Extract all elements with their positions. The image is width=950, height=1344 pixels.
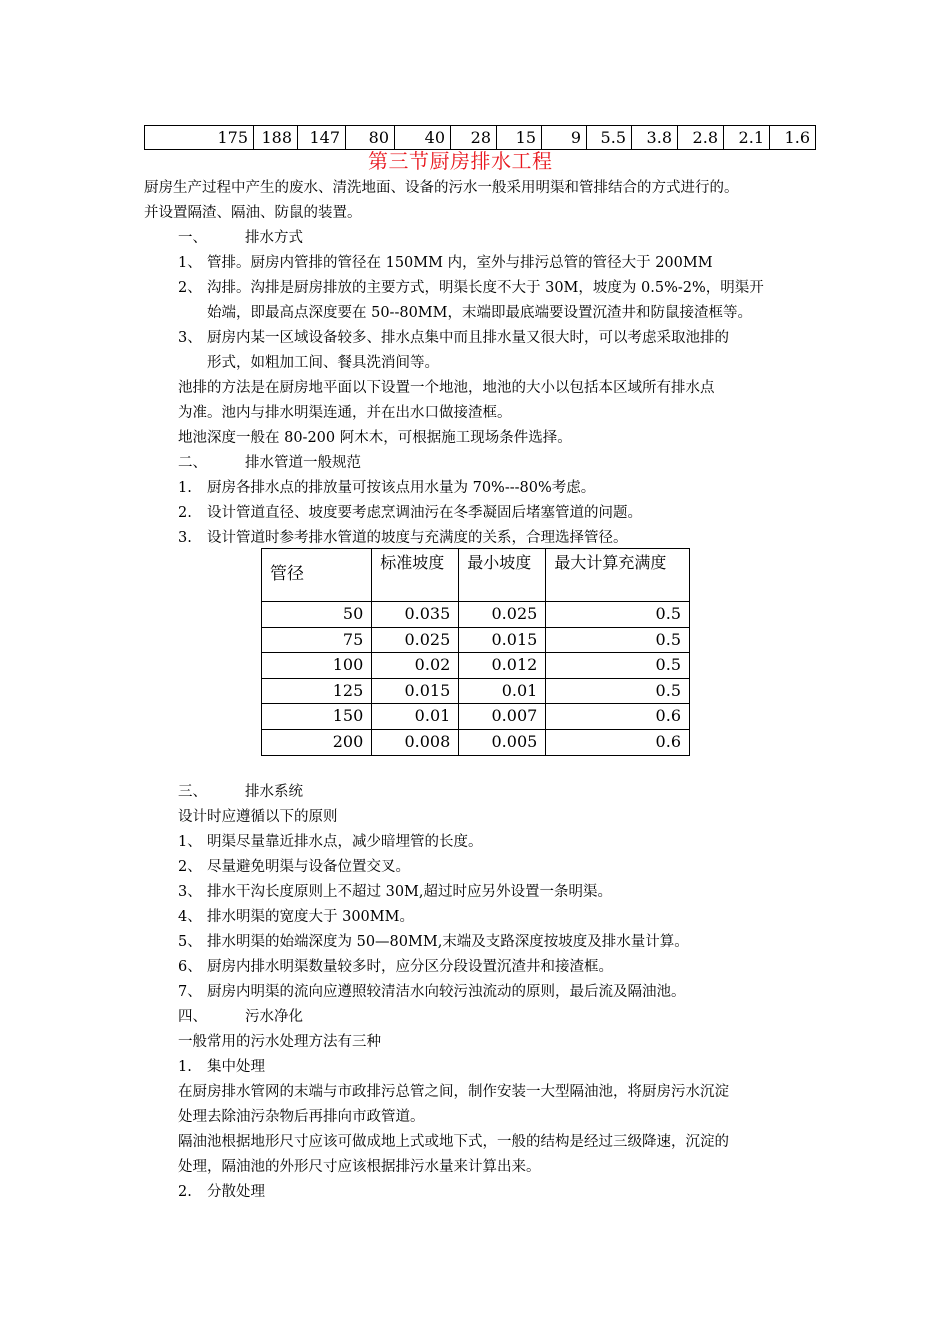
- list-item-continued: 始端，即最高点深度要在 50--80MM，末端即最底端要设置沉渣井和防鼠接渣框等。: [207, 305, 753, 321]
- list-number: 1.: [178, 1059, 192, 1075]
- table-header-row: [262, 549, 690, 602]
- slope-table: [261, 548, 690, 756]
- table-row: [262, 729, 690, 755]
- table-cell: 2.8: [678, 126, 724, 150]
- paragraph-line: 为准。池内与排水明渠连通，并在出水口做接渣框。: [178, 405, 512, 421]
- list-number: 3、: [178, 330, 202, 346]
- table-cell: 0.007: [459, 704, 546, 730]
- list-item: 设计管道直径、坡度要考虑烹调油污在冬季凝固后堵塞管道的问题。: [207, 505, 642, 521]
- table-cell: 0.6: [546, 729, 690, 755]
- table-cell: 0.035: [372, 602, 459, 628]
- table-cell: 2.1: [724, 126, 770, 150]
- list-item: 设计管道时参考排水管道的坡度与充满度的关系，合理选择管径。: [207, 530, 628, 546]
- table-cell: 147: [298, 126, 346, 150]
- list-number: 1、: [178, 834, 202, 850]
- table-cell: 15: [497, 126, 542, 150]
- table-cell: 0.5: [546, 678, 690, 704]
- table-cell: 0.025: [459, 602, 546, 628]
- list-item: 厨房内排水明渠数量较多时，应分区分段设置沉渣井和接渣框。: [207, 959, 613, 975]
- table-header: 管径: [262, 549, 372, 602]
- list-item: 尽量避免明渠与设备位置交叉。: [207, 859, 410, 875]
- list-item: 厨房各排水点的排放量可按该点用水量为 70%---80%考虑。: [207, 480, 596, 496]
- table-cell: 0.5: [546, 653, 690, 679]
- table-cell: 50: [262, 602, 372, 628]
- list-item: 厨房内明渠的流向应遵照较清洁水向较污浊流动的原则，最后流及隔油池。: [207, 984, 686, 1000]
- table-cell: 9: [542, 126, 587, 150]
- list-number: 1.: [178, 480, 192, 496]
- list-number: 4、: [178, 909, 202, 925]
- list-number: 3.: [178, 530, 192, 546]
- heading-number: 四、: [178, 1009, 207, 1025]
- table-cell: 188: [254, 126, 298, 150]
- section-heading: 污水净化: [245, 1009, 303, 1025]
- table-cell: 125: [262, 678, 372, 704]
- paragraph-line: 在厨房排水管网的末端与市政排污总管之间，制作安装一大型隔油池，将厨房污水沉淀: [178, 1084, 729, 1100]
- list-number: 3、: [178, 884, 202, 900]
- section-title: 第三节厨房排水工程: [368, 149, 553, 173]
- table-cell: 0.012: [459, 653, 546, 679]
- table-cell: 0.015: [372, 678, 459, 704]
- table-cell: 80: [346, 126, 395, 150]
- paragraph-line: 隔油池根据地形尺寸应该可做成地上式或地下式，一般的结构是经过三级降速，沉淀的: [178, 1134, 729, 1150]
- table-cell: 0.025: [372, 627, 459, 653]
- table-cell: 200: [262, 729, 372, 755]
- list-item: 排水明渠的始端深度为 50—80MM,末端及支路深度按坡度及排水量计算。: [207, 934, 689, 950]
- table-cell: 0.5: [546, 627, 690, 653]
- table-row: [262, 704, 690, 730]
- table-cell: 0.015: [459, 627, 546, 653]
- table-row: [262, 602, 690, 628]
- intro-line: 并设置隔渣、隔油、防鼠的装置。: [144, 205, 362, 221]
- subsection-label: 集中处理: [207, 1059, 265, 1075]
- table-row: [145, 126, 816, 150]
- list-item: 明渠尽量靠近排水点，减少暗埋管的长度。: [207, 834, 483, 850]
- paragraph-line: 设计时应遵循以下的原则: [178, 809, 338, 825]
- table-header: 标准坡度: [372, 549, 459, 602]
- table-cell: 175: [145, 126, 254, 150]
- list-item: 排水干沟长度原则上不超过 30M,超过时应另外设置一条明渠。: [207, 884, 613, 900]
- table-cell: 0.02: [372, 653, 459, 679]
- heading-number: 三、: [178, 784, 207, 800]
- table-row: [262, 653, 690, 679]
- table-cell: 0.005: [459, 729, 546, 755]
- table-cell: 0.008: [372, 729, 459, 755]
- table-cell: 0.5: [546, 602, 690, 628]
- heading-number: 一、: [178, 230, 207, 246]
- section-heading: 排水方式: [245, 230, 303, 246]
- section-heading: 排水管道一般规范: [245, 455, 361, 471]
- list-number: 5、: [178, 934, 202, 950]
- table-cell: 0.6: [546, 704, 690, 730]
- table-cell: 0.01: [459, 678, 546, 704]
- list-number: 2.: [178, 505, 192, 521]
- paragraph-line: 处理，隔油池的外形尺寸应该根据排污水量来计算出来。: [178, 1159, 541, 1175]
- table-cell: 100: [262, 653, 372, 679]
- list-number: 6、: [178, 959, 202, 975]
- heading-number: 二、: [178, 455, 207, 471]
- top-data-table: [144, 125, 816, 150]
- table-cell: 75: [262, 627, 372, 653]
- list-number: 2.: [178, 1184, 192, 1200]
- paragraph-line: 地池深度一般在 80-200 阿木木，可根据施工现场条件选择。: [178, 430, 572, 446]
- list-number: 2、: [178, 280, 202, 296]
- subsection-label: 分散处理: [207, 1184, 265, 1200]
- paragraph-line: 一般常用的污水处理方法有三种: [178, 1034, 381, 1050]
- table-cell: 28: [451, 126, 497, 150]
- list-item: 排水明渠的宽度大于 300MM。: [207, 909, 414, 925]
- table-row: [262, 678, 690, 704]
- intro-line: 厨房生产过程中产生的废水、清洗地面、设备的污水一般采用明渠和管排结合的方式进行的。: [144, 180, 739, 196]
- list-item: 沟排。沟排是厨房排放的主要方式，明渠长度不大于 30M，坡度为 0.5%-2%，明渠开: [207, 280, 764, 296]
- section-heading: 排水系统: [245, 784, 303, 800]
- table-cell: 40: [395, 126, 451, 150]
- table-cell: 150: [262, 704, 372, 730]
- list-item-continued: 形式，如粗加工间、餐具洗消间等。: [207, 355, 439, 371]
- list-item: 厨房内某一区域设备较多、排水点集中而且排水量又很大时，可以考虑采取池排的: [207, 330, 729, 346]
- table-cell: 1.6: [770, 126, 816, 150]
- table-cell: 3.8: [632, 126, 678, 150]
- paragraph-line: 处理去除油污杂物后再排向市政管道。: [178, 1109, 425, 1125]
- table-cell: 0.01: [372, 704, 459, 730]
- list-item: 管排。厨房内管排的管径在 150MM 内，室外与排污总管的管径大于 200MM: [207, 255, 713, 271]
- list-number: 2、: [178, 859, 202, 875]
- list-number: 1、: [178, 255, 202, 271]
- table-cell: 5.5: [587, 126, 632, 150]
- table-header: 最小坡度: [459, 549, 546, 602]
- table-row: [262, 627, 690, 653]
- list-number: 7、: [178, 984, 202, 1000]
- table-header: 最大计算充满度: [546, 549, 690, 602]
- paragraph-line: 池排的方法是在厨房地平面以下设置一个地池，地池的大小以包括本区域所有排水点: [178, 380, 715, 396]
